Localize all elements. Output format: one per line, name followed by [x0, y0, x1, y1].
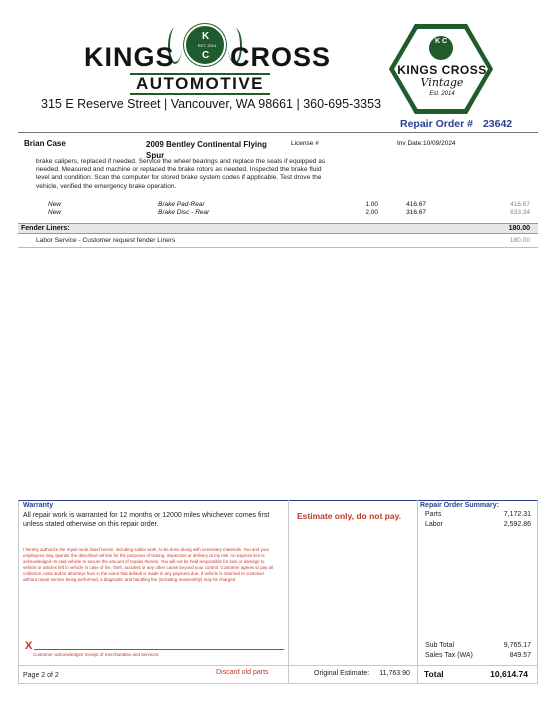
brand-name-left: KINGS	[84, 42, 175, 72]
signature-line[interactable]	[34, 649, 284, 650]
service-description: brake calipers, replaced if needed. Service the wheel bearings and replace the seals if equipped as needed. Measured and machine or replaced the brake rotors as needed. Inspected the brake fluid level and condition. Scan the computer for stored brake system codes if applicable. Test drove the vehicle, verified the emergency brake operation.	[36, 158, 326, 190]
brand-subtitle: AUTOMOTIVE	[130, 73, 270, 95]
vehicle-description: 2009 Bentley Continental Flying Spur	[146, 140, 267, 160]
labor-line: Labor Service - Customer request fender Liners	[36, 237, 176, 244]
warranty-heading: Warranty	[23, 502, 54, 509]
part-row: New Brake Disc - Rear 2.00 316.67 633.34	[48, 209, 530, 216]
part-row: New Brake Pad-Rear 1.00 416.67 416.67	[48, 201, 530, 208]
vintage-logo-est: Est. 2014	[429, 91, 455, 97]
invoice-date: Inv Date:10/09/2024	[397, 140, 456, 147]
repair-order-number: Repair Order # 23642	[400, 118, 513, 130]
total-label: Total	[424, 669, 444, 679]
labor-line-amount: 180.00	[509, 237, 530, 244]
warranty-text: All repair work is warranted for 12 months or 12000 miles whichever comes first unless stated otherwise on this repair order.	[23, 512, 270, 528]
vintage-badge-icon: K C	[429, 36, 453, 60]
shop-address: 315 E Reserve Street | Vancouver, WA 98661 | 360-695-3353	[41, 97, 382, 111]
kings-cross-vintage-logo	[383, 22, 501, 118]
estimate-note: Estimate only, do not pay.	[297, 511, 402, 521]
license-label: License #	[291, 140, 319, 147]
signature-x: X	[25, 640, 33, 652]
vintage-logo-name: KINGS CROSS	[397, 63, 487, 77]
original-estimate: Original Estimate: 11,763.90	[314, 670, 410, 677]
brand-name-right: CROSS	[230, 42, 332, 72]
kc-badge-icon: K EST. 2014 C	[184, 24, 226, 66]
customer-name: Brian Case	[24, 139, 66, 148]
section-header-fender-liners: Fender Liners: 180.00	[18, 223, 538, 234]
authorization-text: I hereby authorize the repair work listed herein, including sublet work, to be done along with necessary materials. You and your employees may operate the described vehicle for the purposes of testing, inspection or delivery at my risk. An express lien is acknowledged on said vehicle to secure the amount of repairs thereto. You will not be held responsible for loss or damage to vehicle or articles left in vehicle in case of fire, theft, accident or any other cause beyond your control. Customer agrees to pay all collection costs and/or attorneys fees in the event that default is made in any payment due. If vehicle is returned to customer without repair service being performed, a diagnostic and handling fee (including reassembly) may be charged.	[23, 547, 273, 582]
kings-cross-logo	[84, 22, 332, 98]
signature-acknowledgement: Customer acknowledges receipt of merchandise and services.	[33, 652, 160, 657]
header-divider	[18, 132, 538, 133]
summary-heading: Repair Order Summary:	[420, 502, 499, 509]
labor-divider	[18, 247, 538, 248]
total-amount: 10,614.74	[490, 669, 528, 679]
vintage-logo-script: Vintage	[420, 76, 464, 89]
page-number: Page 2 of 2	[23, 672, 59, 679]
discard-note: Discard old parts	[216, 669, 269, 676]
